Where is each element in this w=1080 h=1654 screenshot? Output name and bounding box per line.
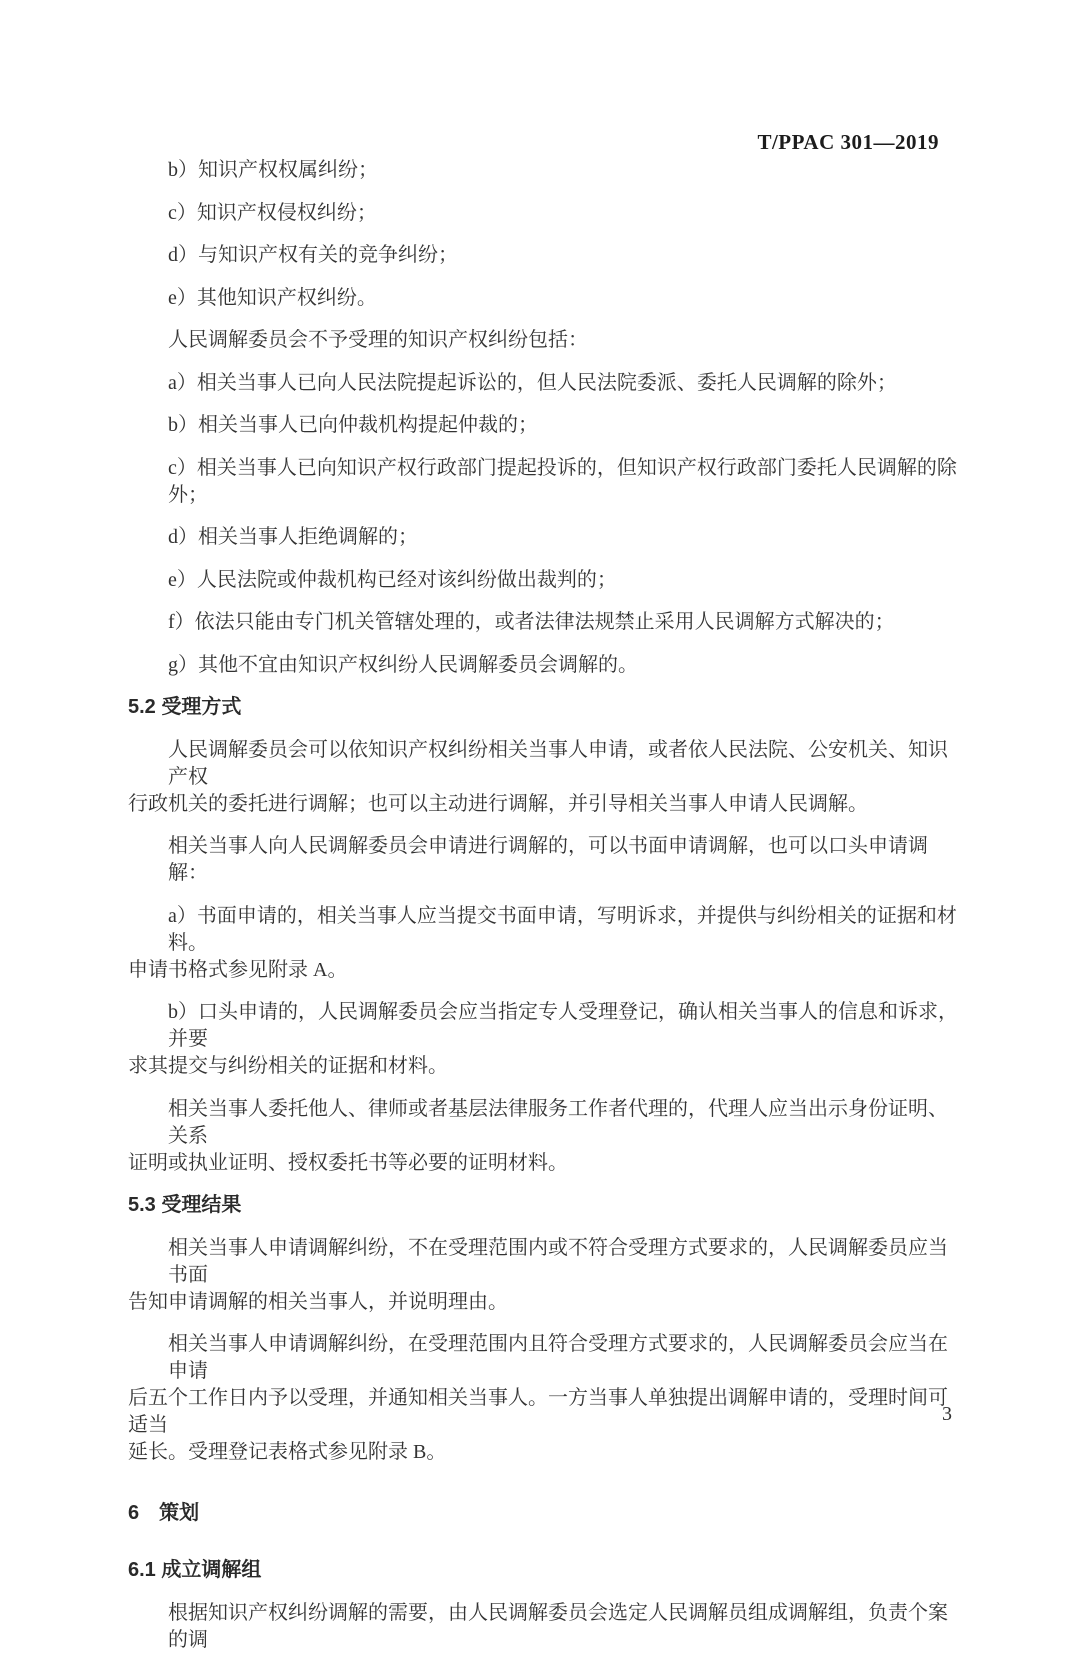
paragraph [128, 1096, 960, 1177]
text-line: 6 策划 [128, 1502, 200, 1524]
list-item [128, 285, 960, 312]
text-line: 5.3 受理结果 [128, 1194, 242, 1216]
text-line: 告知申请调解的相关当事人，并说明理由。 [128, 1290, 508, 1313]
list-item [128, 412, 960, 439]
list-item [128, 242, 960, 269]
paragraph [128, 1331, 960, 1466]
text-line: d）相关当事人拒绝调解的； [168, 526, 418, 548]
text-line: d）与知识产权有关的竞争纠纷； [168, 244, 458, 266]
list-item [128, 455, 960, 509]
text-line: 相关当事人申请调解纠纷，在受理范围内且符合受理方式要求的，人民调解委员会应当在申请 [168, 1333, 948, 1382]
text-line: 6.1 成立调解组 [128, 1559, 262, 1581]
text-line: 后五个工作日内予以受理，并通知相关当事人。一方当事人单独提出调解申请的，受理时间可适当 [128, 1387, 948, 1436]
section-heading [128, 694, 960, 721]
text-line: 相关当事人向人民调解委员会申请进行调解的，可以书面申请调解，也可以口头申请调解： [168, 835, 928, 884]
paragraph [128, 903, 960, 984]
text-line: 根据知识产权纠纷调解的需要，由人民调解委员会选定人民调解员组成调解组，负责个案的调 [168, 1601, 948, 1651]
text-line: 人民调解委员会可以依知识产权纠纷相关当事人申请，或者依人民法院、公安机关、知识产权 [168, 738, 948, 788]
text-line: e）其他知识产权纠纷。 [168, 286, 377, 309]
text-line: b）口头申请的，人民调解委员会应当指定专人受理登记，确认相关当事人的信息和诉求，并要 [168, 1001, 958, 1050]
standard-code-header: T/PPAC 301—2019 [757, 130, 939, 154]
text-line: 延长。受理登记表格式参见附录 B。 [128, 1441, 447, 1463]
text-line: e）人民法院或仲裁机构已经对该纠纷做出裁判的； [168, 568, 617, 591]
text-line: 相关当事人申请调解纠纷，不在受理范围内或不符合受理方式要求的，人民调解委员应当书面 [168, 1236, 948, 1286]
paragraph [128, 1600, 960, 1654]
page-number: 3 [942, 1403, 952, 1425]
list-item [128, 609, 960, 636]
text-line: c）相关当事人已向知识产权行政部门提起投诉的，但知识产权行政部门委托人民调解的除外； [168, 456, 957, 506]
text-line: 5.2 受理方式 [128, 696, 242, 718]
text-line: b）相关当事人已向仲裁机构提起仲裁的； [168, 414, 538, 436]
list-item [128, 524, 960, 551]
text-line: 证明或执业证明、授权委托书等必要的证明材料。 [128, 1151, 568, 1174]
document-body [128, 157, 960, 1654]
text-line: 求其提交与纠纷相关的证据和材料。 [128, 1055, 448, 1077]
text-line: a）书面申请的，相关当事人应当提交书面申请，写明诉求，并提供与纠纷相关的证据和材料。 [168, 904, 957, 954]
text-line: a）相关当事人已向人民法院提起诉讼的，但人民法院委派、委托人民调解的除外； [168, 371, 897, 394]
paragraph [128, 737, 960, 818]
section-heading [128, 1557, 960, 1584]
paragraph [128, 327, 960, 354]
section-heading [128, 1192, 960, 1219]
paragraph [128, 1235, 960, 1316]
text-line: 相关当事人委托他人、律师或者基层法律服务工作者代理的，代理人应当出示身份证明、关系 [168, 1097, 948, 1147]
list-item [128, 370, 960, 397]
paragraph [128, 833, 960, 887]
text-line: 申请书格式参见附录 A。 [128, 958, 348, 981]
text-line: c）知识产权侵权纠纷； [168, 201, 377, 224]
list-item [128, 652, 960, 679]
list-item [128, 200, 960, 227]
text-line: f）依法只能由专门机关管辖处理的，或者法律法规禁止采用人民调解方式解决的； [168, 611, 895, 633]
list-item [128, 567, 960, 594]
text-line: 行政机关的委托进行调解；也可以主动进行调解，并引导相关当事人申请人民调解。 [128, 792, 868, 815]
list-item [128, 157, 960, 184]
text-line: g）其他不宜由知识产权纠纷人民调解委员会调解的。 [168, 653, 638, 676]
section-heading [128, 1500, 960, 1527]
text-line: b）知识产权权属纠纷； [168, 159, 378, 181]
text-line: 人民调解委员会不予受理的知识产权纠纷包括： [168, 329, 588, 351]
paragraph [128, 999, 960, 1080]
